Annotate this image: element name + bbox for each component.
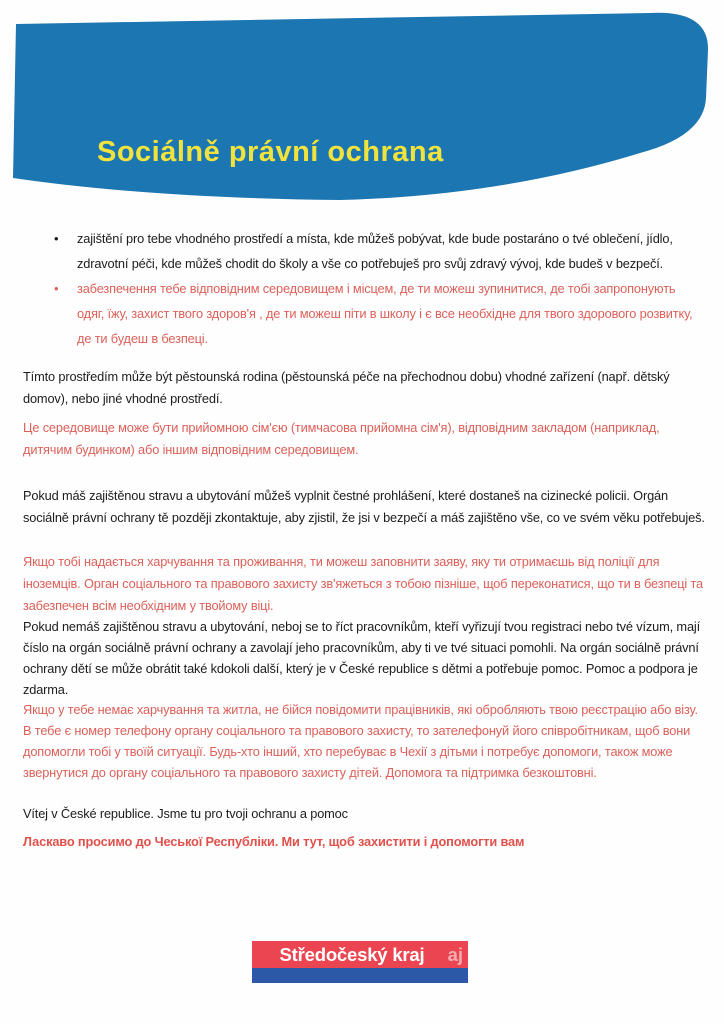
header-banner xyxy=(0,0,724,210)
bullet-marker-icon: • xyxy=(54,231,59,246)
bullet-text-ukrainian: забезпечення тебе відповідним середовищем і місцем, де ти можеш зупинитися, де тобі запропонують одяг, їжу, захист твого здоров'я , де ти можеш піти в школу і є все необхідне для твого здорового розвитку, де ти будеш в безпеці. xyxy=(77,281,693,346)
header-swoosh-shape xyxy=(13,13,708,200)
paragraph-czech-environment: Tímto prostředím může být pěstounská rodina (pěstounská péče na přechodnou dobu) vhodné zařízení (např. dětský domov), nebo jiné vhodné prostředí. xyxy=(23,369,670,406)
bullet-text-czech: zajištění pro tebe vhodného prostředí a místa, kde můžeš pobývat, kde bude postaráno o tvé oblečení, jídlo, zdravotní péči, kde můžeš chodit do školy a vše co potřebuješ pro svůj zdravý vývoj, kde budeš v bezpečí. xyxy=(77,231,673,271)
paragraph-czech-help: Pokud nemáš zajištěnou stravu a ubytování, neboj se to říct pracovníkům, kteří vyřizují tvou registraci nebo tvé vízum, mají číslo na orgán sociálně právní ochrany a zavolají jeho pracovníkům, aby ti ve tvé situaci pomohli. Na orgán sociálně právní ochrany dětí se může obrátit také kdokoli další, který je v České republice s dětmi a potřebuje pomoc. Pomoc a podpora je zdarma. xyxy=(23,619,701,697)
logo-blue-bar xyxy=(252,968,468,983)
logo-ghost-text: aj xyxy=(447,944,463,965)
bullet-marker-icon: • xyxy=(54,281,59,296)
page-title: Sociálně právní ochrana xyxy=(97,136,444,168)
paragraph-czech-declaration: Pokud máš zajištěnou stravu a ubytování můžeš vyplnit čestné prohlášení, které dostaneš na cizinecké policii. Orgán sociálně právní ochrany tě později zkontaktuje, aby zjistil, že jsi v bezpečí a máš zajištěno vše, co ve svém věku potřebuješ. xyxy=(23,488,705,525)
paragraph-ukrainian-welcome: Ласкаво просимо до Чеської Республіки. Ми тут, щоб захистити і допомогти вам xyxy=(23,834,525,849)
paragraph-ukrainian-declaration: Якщо тобі надається харчування та проживання, ти можеш заповнити заяву, яку ти отримаєшь від поліції для іноземців. Орган соціального та правового захисту зв'яжеться з тобою пізніше, щоб переконатися, що ти в безпеці та забезпечен всім необхідним у твойому віці. xyxy=(23,554,704,613)
footer-logo xyxy=(252,941,468,983)
bullet-item-ukrainian xyxy=(23,276,704,351)
paragraph-ukrainian-environment: Це середовище може бути прийомною сім'єю (тимчасова прийомна сім'я), відповідним закладом (наприклад, дитячим будинком) або іншим відповідним середовищем. xyxy=(23,420,660,457)
logo-text: Středočeský kraj xyxy=(279,943,425,965)
bullet-item-czech xyxy=(23,226,704,276)
paragraph-ukrainian-help: Якщо у тебе немає харчування та житла, не бійся повідомити працівників, які обробляють твою реєстрацію або візу. В тебе є номер телефону органу соціального та правового захисту, то зателефонуй його співробітникам, щоб вони допомогли тобі у твоїй ситуації. Будь-хто інший, хто перебуває в Чехії з дітьми і потребує допомоги, також може звернутися до органу соціального та правового захисту дітей. Допомога та підтримка безкоштовні. xyxy=(23,702,698,780)
bullet-list xyxy=(23,226,704,351)
paragraph-czech-welcome: Vítej v České republice. Jsme tu pro tvoji ochranu a pomoc xyxy=(23,806,348,821)
logo-red-bar xyxy=(252,941,468,968)
